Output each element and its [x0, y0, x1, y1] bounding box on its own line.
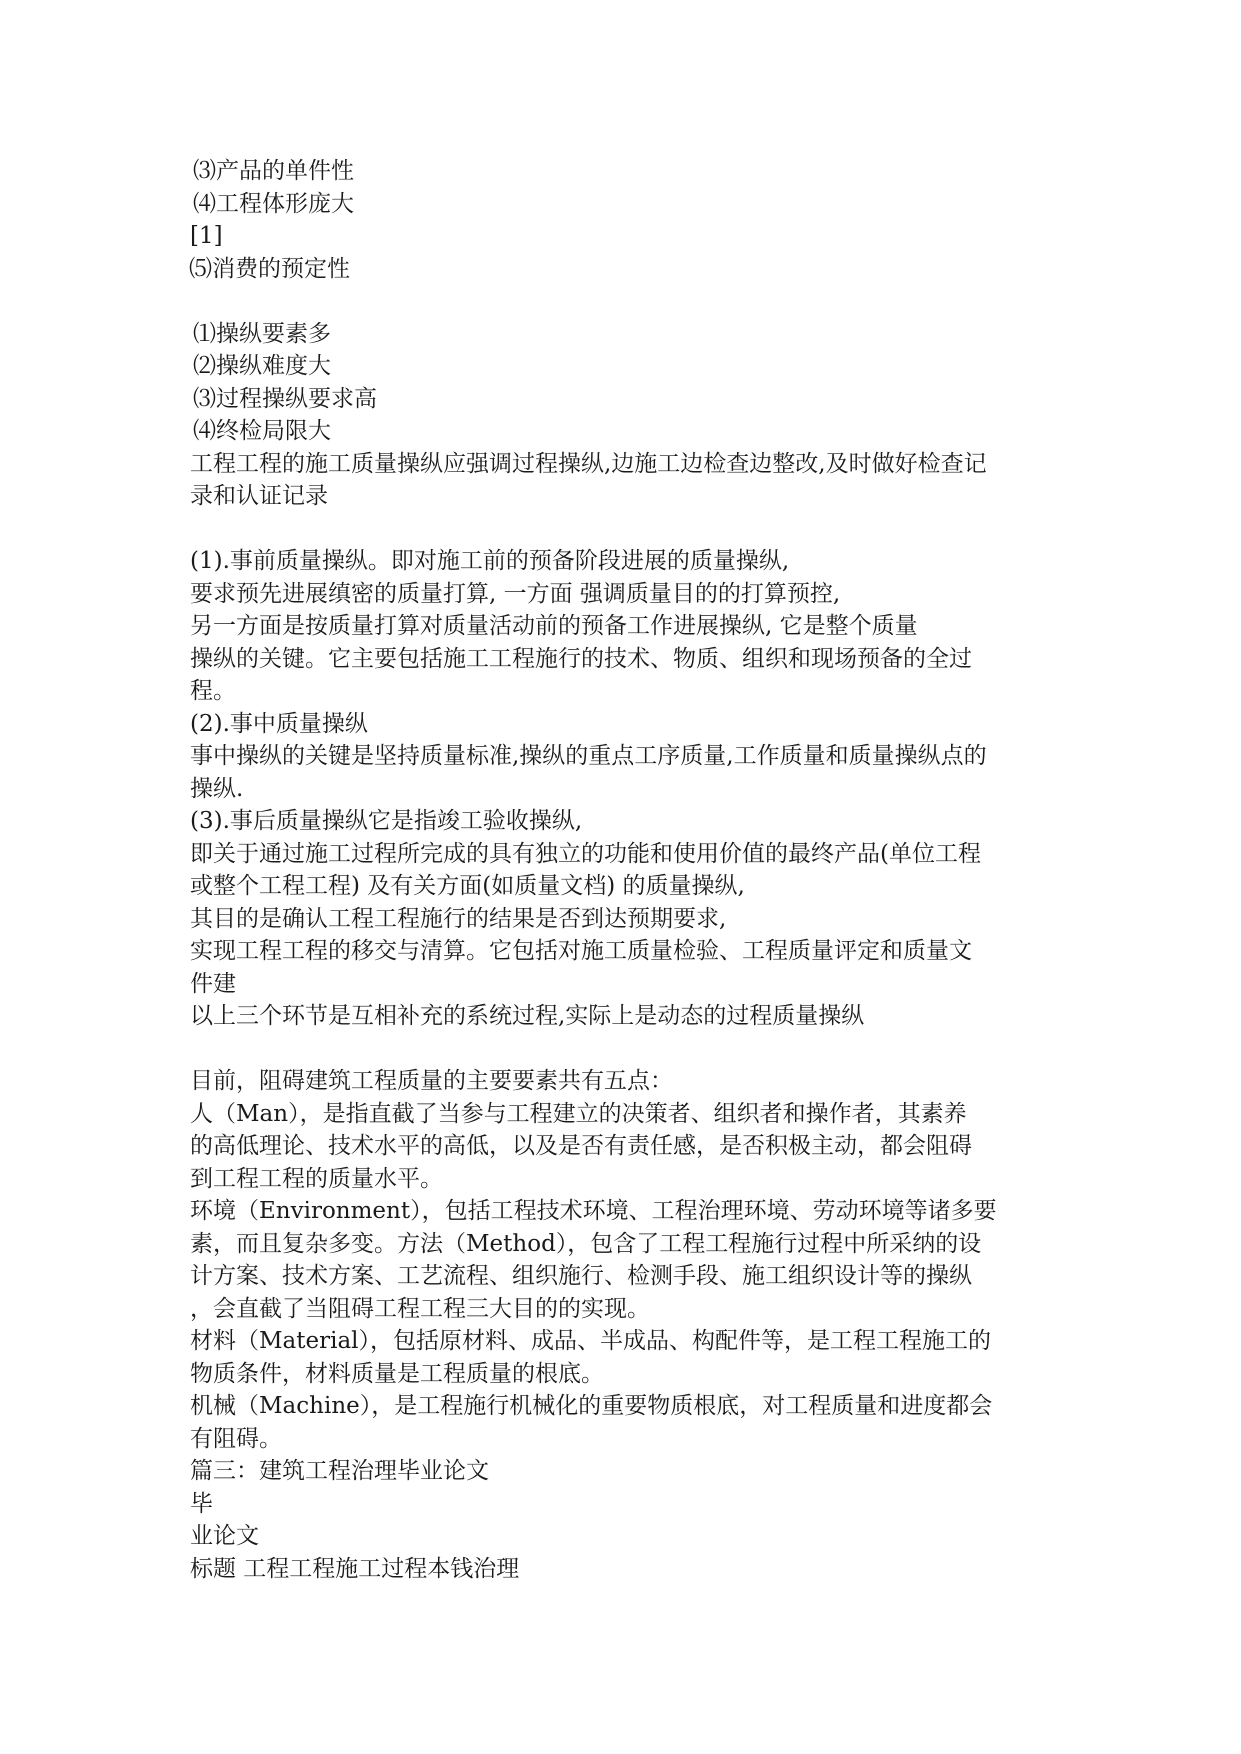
text-line: 其目的是确认工程工程施行的结果是否到达预期要求, — [190, 905, 727, 932]
blank-line — [190, 285, 1070, 318]
citation-marker: [1] — [190, 223, 223, 249]
text-line: 有阻碍。 — [190, 1425, 282, 1452]
text-line: 或整个工程工程) 及有关方面(如质量文档) 的质量操纵, — [190, 873, 745, 899]
text-line: 人（Man），是指直截了当参与工程建立的决策者、组织者和操作者，其素养 — [190, 1100, 967, 1127]
text-line: 另一方面是按质量打算对质量活动前的预备工作进展操纵, 它是整个质量 — [190, 613, 918, 639]
text-line: 操纵的关键。它主要包括施工工程施行的技术、物质、组织和现场预备的全过 — [190, 645, 972, 672]
text-line: ⑶过程操纵要求高 — [193, 385, 377, 412]
text-line: 录和认证记录 — [190, 483, 328, 509]
section-heading: 篇三：建筑工程治理毕业论文 — [190, 1458, 489, 1484]
text-line: 操纵. — [190, 775, 244, 802]
text-line: 要求预先进展缜密的质量打算, 一方面 强调质量目的的打算预控, — [190, 580, 841, 607]
text-line: ，会直截了当阻碍工程工程三大目的的实现。 — [190, 1295, 650, 1322]
text-line: 环境（Environment），包括工程技术环境、工程治理环境、劳动环境等诸多要 — [190, 1198, 997, 1224]
text-line: 实现工程工程的移交与清算。它包括对施工质量检验、工程质量评定和质量文 — [190, 938, 972, 964]
text-line: 目前，阻碍建筑工程质量的主要要素共有五点： — [190, 1068, 673, 1094]
text-line: 即关于通过施工过程所完成的具有独立的功能和使用价值的最终产品(单位工程 — [190, 840, 981, 867]
blank-line — [190, 1033, 1070, 1066]
text-line: ⑸消费的预定性 — [189, 255, 350, 282]
text-line: 物质条件，材料质量是工程质量的根底。 — [190, 1360, 604, 1387]
text-line: (2).事中质量操纵 — [190, 710, 368, 737]
text-line: (1).事前质量操纵。即对施工前的预备阶段进展的质量操纵, — [190, 548, 790, 574]
text-line: 到工程工程的质量水平。 — [190, 1165, 443, 1192]
text-line: 工程工程的施工质量操纵应强调过程操纵,边施工边检查边整改,及时做好检查记 — [190, 450, 987, 477]
text-line: 以上三个环节是互相补充的系统过程,实际上是动态的过程质量操纵 — [190, 1003, 865, 1029]
document-body — [190, 155, 1070, 1585]
text-line: 计方案、技术方案、工艺流程、组织施行、检测手段、施工组织设计等的操纵 — [190, 1263, 972, 1289]
text-line: 业论文 — [190, 1523, 259, 1549]
text-line: 件建 — [190, 970, 236, 997]
text-line: 事中操纵的关键是坚持质量标准,操纵的重点工序质量,工作质量和质量操纵点的 — [190, 743, 987, 769]
text-line: ⑷工程体形庞大 — [193, 190, 354, 217]
blank-line — [190, 513, 1070, 546]
text-line: ⑴操纵要素多 — [193, 320, 331, 347]
text-line: 的高低理论、技术水平的高低，以及是否有责任感，是否积极主动，都会阻碍 — [190, 1133, 972, 1159]
text-line: ⑶产品的单件性 — [193, 158, 354, 184]
text-line: 毕 — [190, 1490, 213, 1517]
text-line: 机械（Machine），是工程施行机械化的重要物质根底，对工程质量和进度都会 — [190, 1393, 993, 1419]
text-line: 素，而且复杂多变。方法（Method），包含了工程工程施行过程中所采纳的设 — [190, 1230, 982, 1257]
text-line: (3).事后质量操纵它是指竣工验收操纵, — [190, 808, 583, 834]
text-line: 程。 — [190, 678, 236, 704]
text-line: ⑷终检局限大 — [193, 418, 331, 444]
thesis-title: 标题 工程工程施工过程本钱治理 — [190, 1555, 520, 1582]
text-line: 材料（Material），包括原材料、成品、半成品、构配件等，是工程工程施工的 — [190, 1328, 992, 1354]
text-line: ⑵操纵难度大 — [193, 353, 331, 379]
